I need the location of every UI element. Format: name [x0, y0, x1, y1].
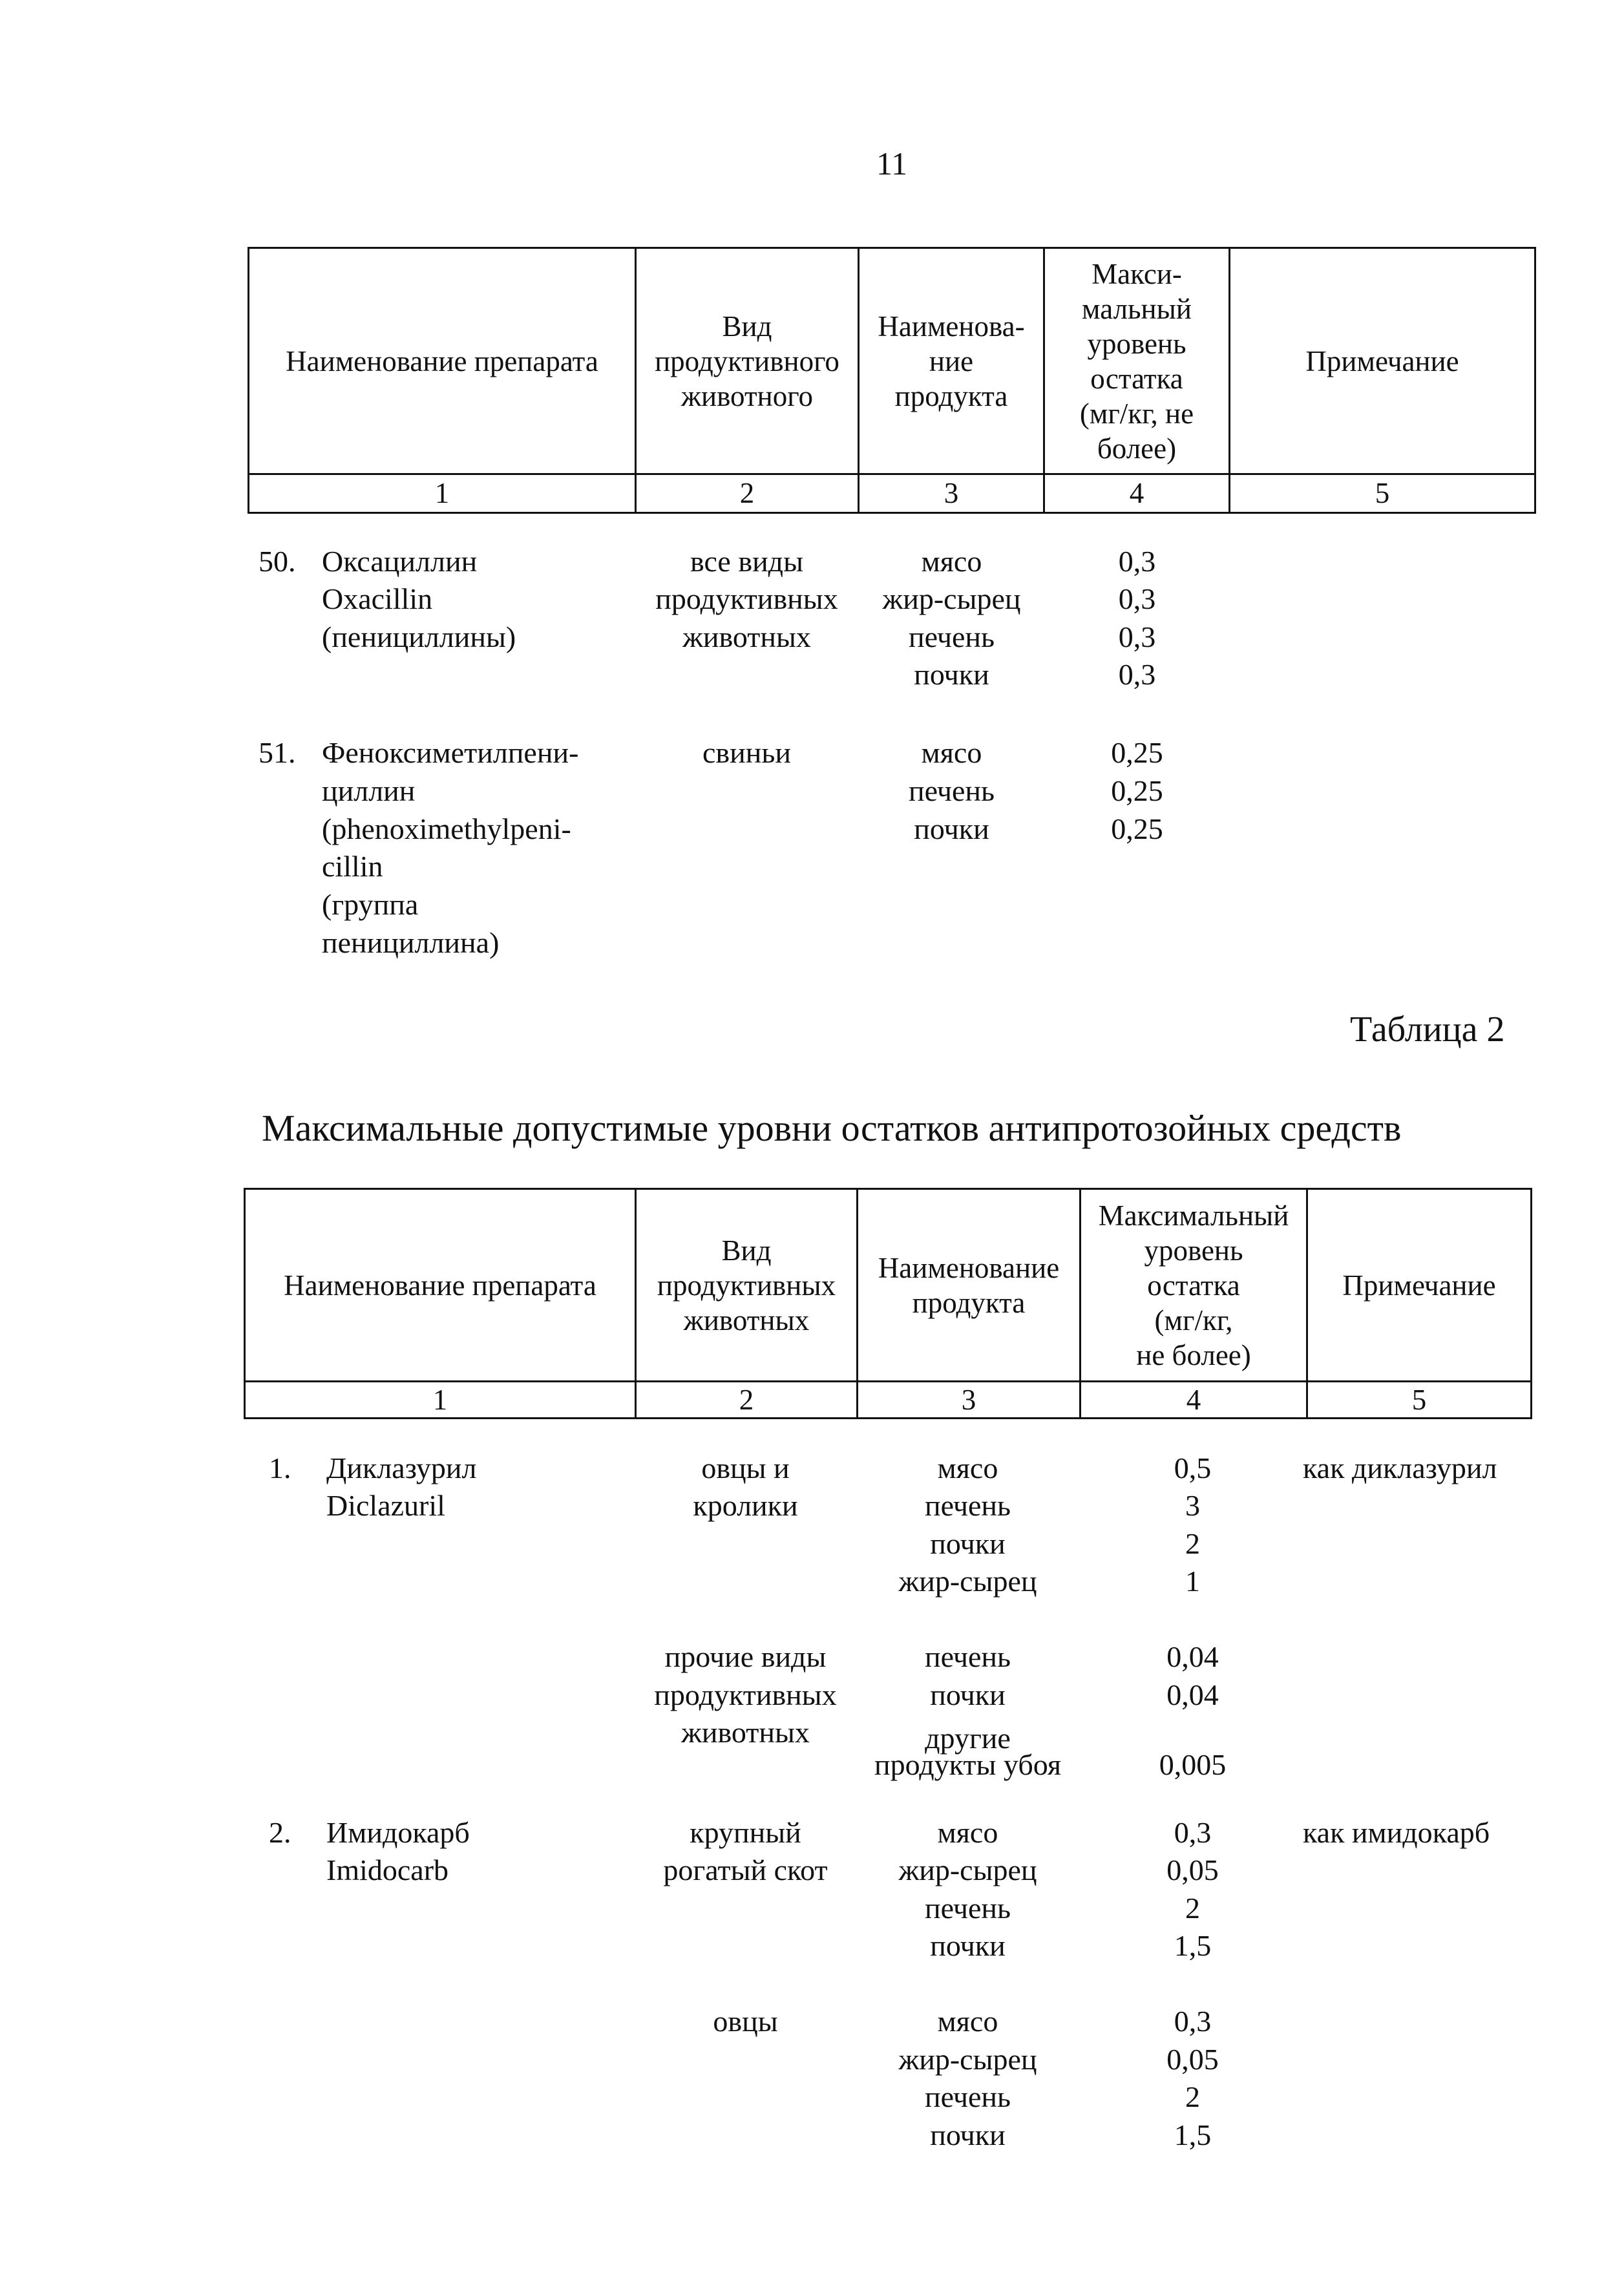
- product-name: печень: [924, 2080, 1011, 2113]
- entry-number: 2.: [269, 1816, 291, 1849]
- product-name: почки: [930, 1929, 1006, 1962]
- residue-level: 3: [1185, 1489, 1200, 1522]
- residue-level: 0,005: [1159, 1748, 1227, 1781]
- t1-colnum-1: 1: [249, 474, 636, 513]
- drug-group: пенициллина): [322, 926, 500, 959]
- animal-type: рогатый скот: [663, 1853, 828, 1886]
- t1-col5-header: Примечание: [1230, 248, 1535, 474]
- t2-colnum-2: 2: [636, 1382, 858, 1419]
- product-name: мясо: [937, 1451, 998, 1484]
- residue-level: 0,3: [1118, 545, 1156, 578]
- t2-col5-header: Примечание: [1307, 1189, 1532, 1382]
- t1-col2-header: Вид продуктивного животного: [636, 248, 859, 474]
- product-name: почки: [914, 812, 989, 845]
- entry-number: 50.: [258, 545, 296, 578]
- product-name: жир-сырец: [898, 1565, 1037, 1598]
- t1-colnum-2: 2: [636, 474, 859, 513]
- residue-level: 0,5: [1174, 1451, 1212, 1484]
- t1-col1-header: Наименование препарата: [249, 248, 636, 474]
- table1-header: [248, 247, 1536, 514]
- animal-type: продуктивных: [655, 582, 838, 615]
- animal-type: крупный: [690, 1816, 801, 1849]
- note: как имидокарб: [1303, 1816, 1490, 1849]
- product-name: почки: [914, 658, 989, 691]
- residue-level: 0,05: [1166, 2043, 1219, 2076]
- residue-level: 2: [1185, 1892, 1200, 1925]
- drug-name-latin: Imidocarb: [326, 1853, 449, 1886]
- product-name: почки: [930, 1527, 1006, 1560]
- table2-header: [244, 1188, 1532, 1419]
- residue-level: 0,3: [1118, 620, 1156, 653]
- drug-name: Диклазурил: [326, 1451, 477, 1484]
- drug-group: (группа: [322, 888, 419, 921]
- animal-type: продуктивных: [654, 1678, 837, 1711]
- table-title: Максимальные допустимые уровни остатков антипротозойных средств: [262, 1107, 1402, 1149]
- residue-level: 2: [1185, 2080, 1200, 2113]
- note: как диклазурил: [1303, 1451, 1497, 1484]
- drug-name: циллин: [322, 774, 416, 807]
- t2-col3-header: Наименование продукта: [858, 1189, 1081, 1382]
- t1-colnum-3: 3: [859, 474, 1044, 513]
- drug-name-latin: Diclazuril: [326, 1489, 445, 1522]
- residue-level: 0,25: [1111, 774, 1163, 807]
- t2-colnum-1: 1: [245, 1382, 636, 1419]
- t1-colnum-5: 5: [1230, 474, 1535, 513]
- animal-type: кролики: [693, 1489, 798, 1522]
- residue-level: 0,25: [1111, 812, 1163, 845]
- residue-level: 0,3: [1118, 658, 1156, 691]
- t1-col3-header: Наименова- ние продукта: [859, 248, 1044, 474]
- animal-type: свиньи: [702, 736, 791, 769]
- entry-number: 1.: [269, 1451, 291, 1484]
- t2-col4-header: Максимальный уровень остатка (мг/кг, не более): [1081, 1189, 1307, 1382]
- animal-type: животных: [681, 1716, 810, 1749]
- product-name: печень: [924, 1892, 1011, 1925]
- product-name: жир-сырец: [882, 582, 1021, 615]
- residue-level: 0,25: [1111, 736, 1163, 769]
- page-number: 11: [876, 145, 908, 182]
- product-name: печень: [908, 620, 995, 653]
- residue-level: 1: [1185, 1565, 1200, 1598]
- product-name: мясо: [937, 1816, 998, 1849]
- t2-colnum-5: 5: [1307, 1382, 1532, 1419]
- animal-type: животных: [682, 620, 811, 653]
- drug-name: Имидокарб: [326, 1816, 470, 1849]
- product-name: почки: [930, 2118, 1006, 2151]
- animal-type: все виды: [690, 545, 803, 578]
- product-name: печень: [924, 1640, 1011, 1673]
- product-name: мясо: [921, 736, 982, 769]
- table-caption: Таблица 2: [1350, 1009, 1505, 1050]
- residue-level: 0,3: [1118, 582, 1156, 615]
- product-name: мясо: [937, 2005, 998, 2038]
- residue-level: 1,5: [1174, 2118, 1212, 2151]
- animal-type: овцы и: [701, 1451, 790, 1484]
- t2-col1-header: Наименование препарата: [245, 1189, 636, 1382]
- t1-colnum-4: 4: [1044, 474, 1230, 513]
- t2-col2-header: Вид продуктивных животных: [636, 1189, 858, 1382]
- product-name: почки: [930, 1678, 1006, 1711]
- product-name: жир-сырец: [898, 1853, 1037, 1886]
- product-name: печень: [908, 774, 995, 807]
- product-name: жир-сырец: [898, 2043, 1037, 2076]
- drug-name-latin: Oxacillin: [322, 582, 433, 615]
- residue-level: 1,5: [1174, 1929, 1212, 1962]
- residue-level: 0,05: [1166, 1853, 1219, 1886]
- t1-col4-header: Макси- мальный уровень остатка (мг/кг, не более): [1044, 248, 1230, 474]
- product-name: мясо: [921, 545, 982, 578]
- t2-colnum-3: 3: [858, 1382, 1081, 1419]
- residue-level: 0,3: [1174, 1816, 1212, 1849]
- residue-level: 0,04: [1166, 1678, 1219, 1711]
- product-name: печень: [924, 1489, 1011, 1522]
- drug-name-latin: (phenoximethylpeni-: [322, 812, 571, 845]
- product-name: продукты убоя: [874, 1748, 1062, 1781]
- residue-level: 2: [1185, 1527, 1200, 1560]
- residue-level: 0,3: [1174, 2005, 1212, 2038]
- drug-group: (пенициллины): [322, 620, 516, 653]
- drug-name-latin: cillin: [322, 850, 383, 883]
- drug-name: Оксациллин: [322, 545, 478, 578]
- residue-level: 0,04: [1166, 1640, 1219, 1673]
- animal-type: овцы: [713, 2005, 778, 2038]
- t2-colnum-4: 4: [1081, 1382, 1307, 1419]
- animal-type: прочие виды: [664, 1640, 827, 1673]
- product-name: другие: [925, 1722, 1011, 1755]
- entry-number: 51.: [258, 736, 296, 769]
- drug-name: Феноксиметилпени-: [322, 736, 579, 769]
